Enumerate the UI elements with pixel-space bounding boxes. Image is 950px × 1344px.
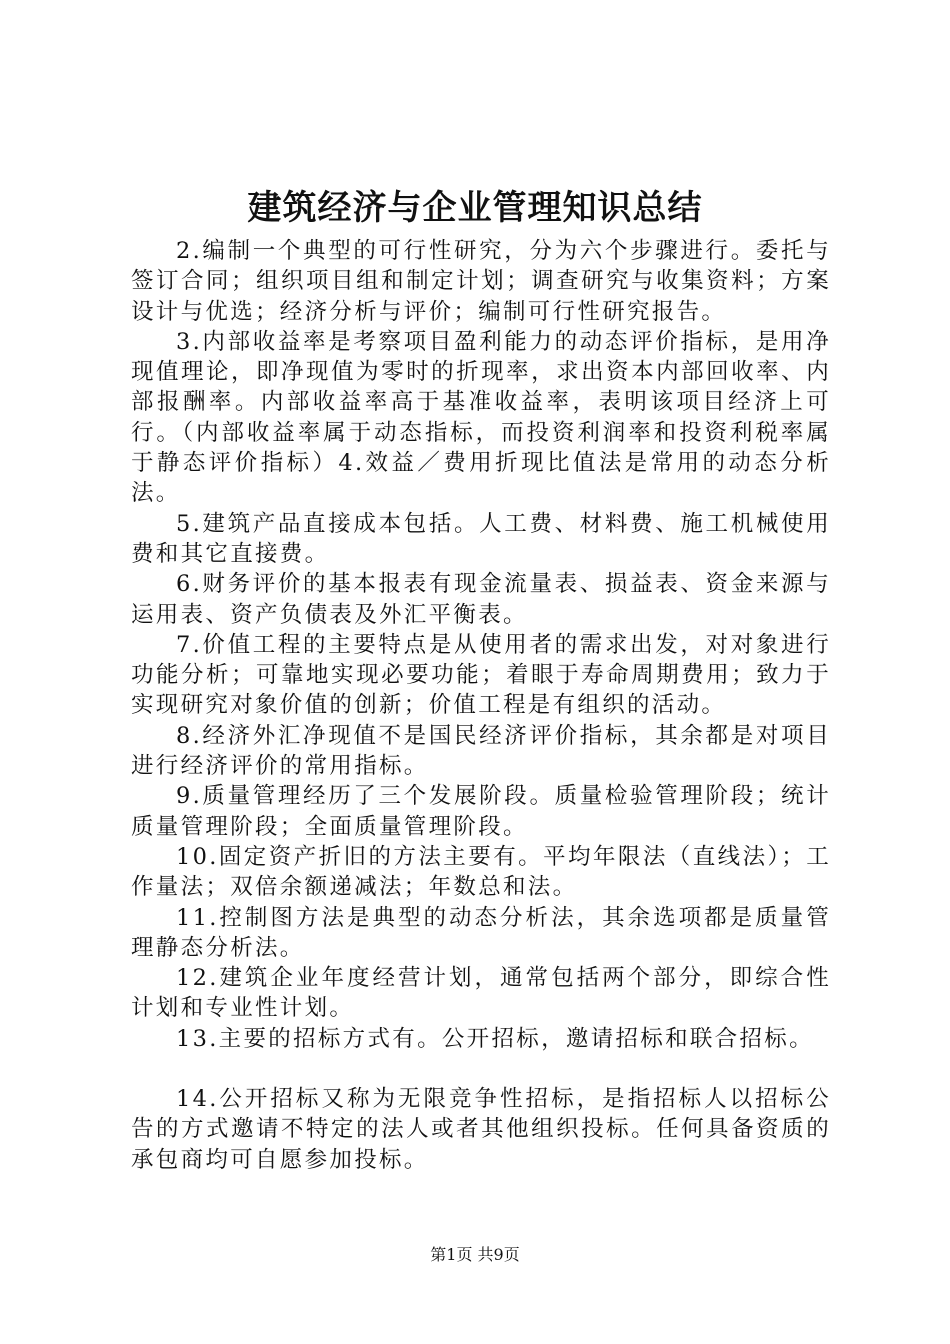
document-body [131,236,831,1175]
paragraph-item-13: 13.主要的招标方式有。公开招标，邀请招标和联合招标。 [176,1025,814,1052]
paragraph-item-6: 6.财务评价的基本报表有现金流量表、损益表、资金来源与运用表、资产负债表及外汇平衡表。 [131,571,831,628]
paragraph-item-7: 7.价值工程的主要特点是从使用者的需求出发，对对象进行功能分析；可靠地实现必要功能；着眼于寿命周期费用；致力于实现研究对象价值的创新；价值工程是有组织的活动。 [131,631,831,719]
paragraph-item-2: 2.编制一个典型的可行性研究，分为六个步骤进行。委托与签订合同；组织项目组和制定计划；调查研究与收集资料；方案设计与优选；经济分析与评价；编制可行性研究报告。 [131,238,831,325]
paragraph-item-9: 9.质量管理经历了三个发展阶段。质量检验管理阶段；统计质量管理阶段；全面质量管理阶段。 [131,783,831,840]
paragraph-item-12: 12.建筑企业年度经营计划，通常包括两个部分，即综合性计划和专业性计划。 [131,965,831,1022]
paragraph-item-10: 10.固定资产折旧的方法主要有。平均年限法（直线法）；工作量法；双倍余额递减法；年数总和法。 [131,843,831,901]
paragraph-item-3: 3.内部收益率是考察项目盈利能力的动态评价指标，是用净现值理论，即净现值为零时的折现率，求出资本内部回收率、内部报酬率。内部收益率高于基准收益率，表明该项目经济上可行。（内部收益率属于动态指标，而投资利润率和投资利税率属于静态评价指标）4.效益／费用折现比值法是常用的动态分析法。 [131,328,831,507]
document-title: 建筑经济与企业管理知识总结 [247,188,703,228]
paragraph-item-11: 11.控制图方法是典型的动态分析法，其余选项都是质量管理静态分析法。 [131,904,831,961]
paragraph-item-8: 8.经济外汇净现值不是国民经济评价指标，其余都是对项目进行经济评价的常用指标。 [131,722,831,780]
paragraph-item-14: 14.公开招标又称为无限竞争性招标，是指招标人以招标公告的方式邀请不特定的法人或者其他组织投标。任何具备资质的承包商均可自愿参加投标。 [131,1086,831,1173]
page-number-footer: 第1页 共9页 [430,1245,520,1264]
paragraph-item-5: 5.建筑产品直接成本包括。人工费、材料费、施工机械使用费和其它直接费。 [131,510,831,567]
